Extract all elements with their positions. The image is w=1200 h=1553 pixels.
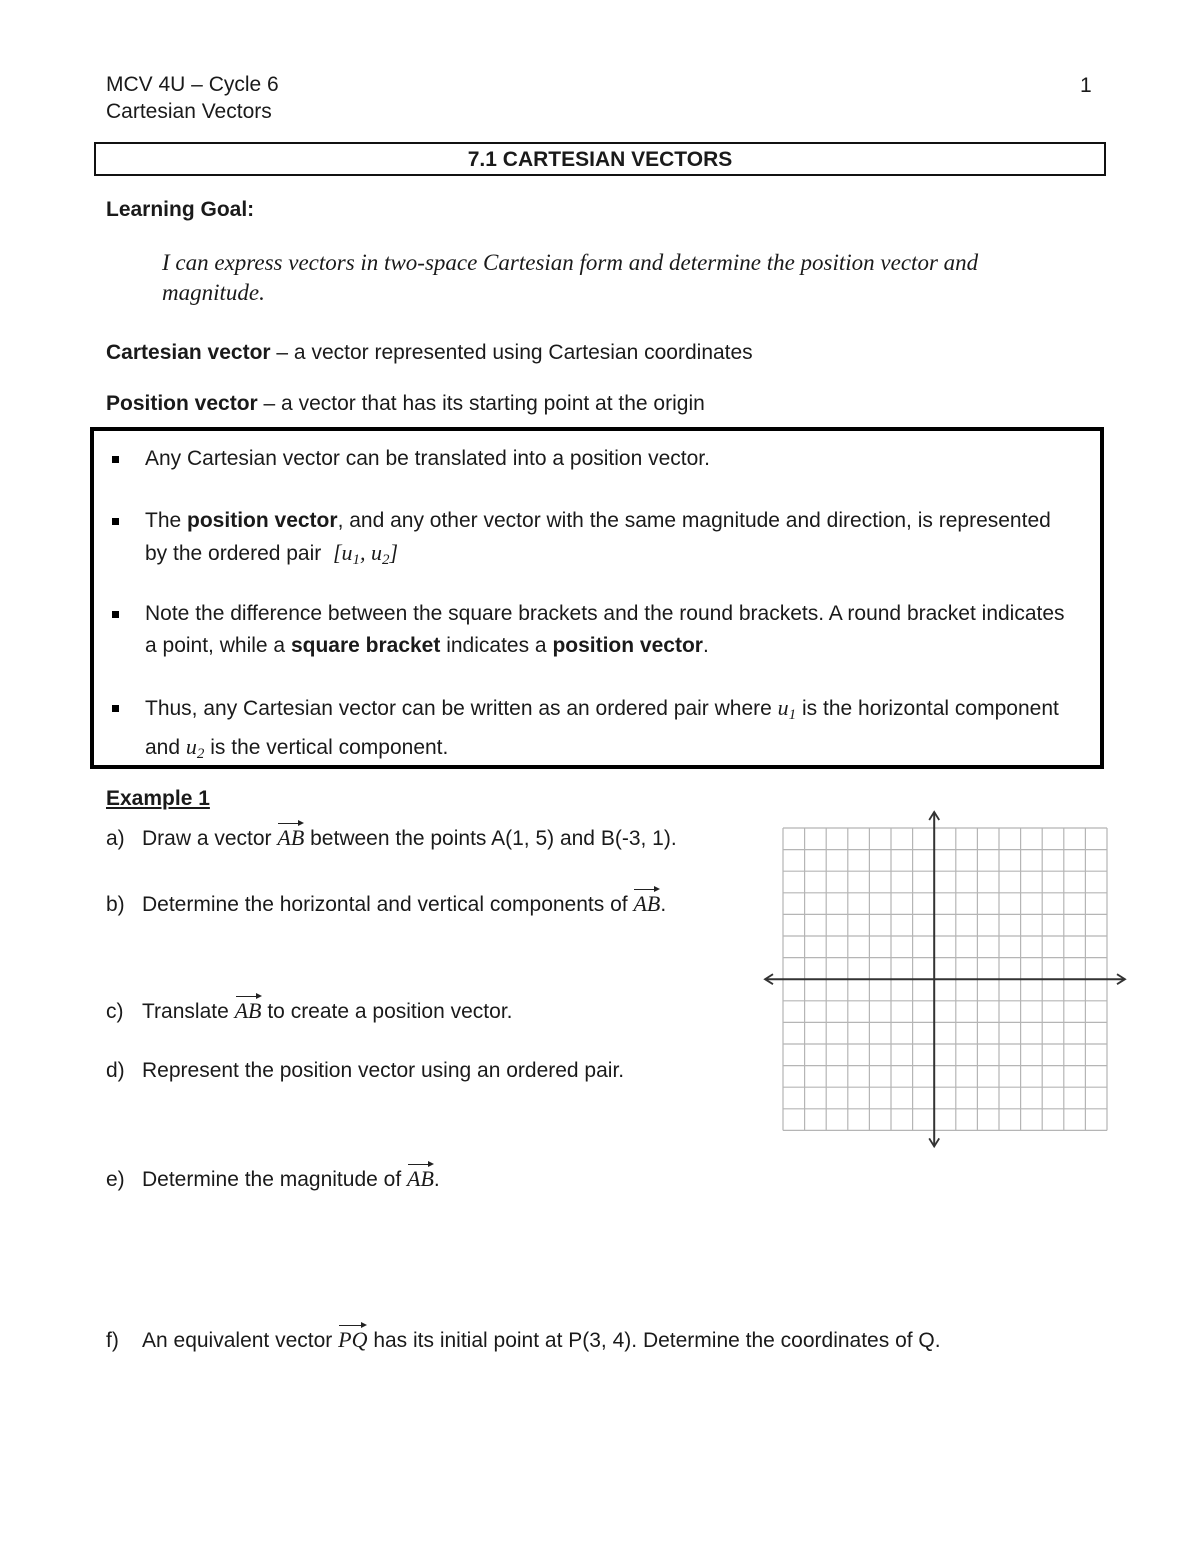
vector-ab: AB	[407, 1166, 434, 1191]
key-point-2	[112, 505, 1072, 576]
key-point-text: Note the difference between the square brackets and the round brackets. A round bracket indicates a point, while a square bracket indicates a position vector.	[145, 602, 1065, 657]
coordinate-grid	[760, 808, 1130, 1158]
key-point-text: Thus, any Cartesian vector can be written as an ordered pair where $u_1$ is the horizontal component and $u_2$ is the vertical component.	[145, 695, 1059, 762]
u1-math: $u_1$	[777, 695, 797, 723]
example-heading: Example 1	[106, 787, 210, 810]
page-number: 1	[1080, 74, 1092, 97]
bullet-marker	[112, 456, 119, 463]
key-point-4	[112, 692, 1072, 770]
definition-text: – a vector that has its starting point at the origin	[257, 392, 705, 415]
key-point-3	[112, 598, 1072, 662]
unit-header: Cartesian Vectors	[106, 100, 272, 123]
bullet-marker	[112, 611, 119, 618]
learning-goal-label: Learning Goal:	[106, 198, 255, 221]
key-point-1	[112, 443, 1072, 475]
definition-cartesian-vector	[106, 341, 753, 365]
bullet-marker	[112, 705, 119, 712]
definition-position-vector	[106, 392, 705, 416]
definition-term: Cartesian vector	[106, 341, 271, 364]
vector-pq: PQ	[338, 1327, 368, 1352]
definition-term: Position vector	[106, 392, 258, 415]
u2-math: $u_2$	[185, 734, 205, 762]
key-point-text: Any Cartesian vector can be translated into a position vector.	[145, 447, 710, 470]
key-points-box	[90, 427, 1104, 769]
bullet-marker	[112, 518, 119, 525]
question-d: d) Represent the position vector using an ordered pair.	[106, 1059, 625, 1082]
definition-text: – a vector represented using Cartesian coordinates	[270, 341, 753, 364]
ordered-pair-math: [$u_1$, $u_2$]	[332, 540, 399, 568]
question-e: e) Determine the magnitude of AB.	[106, 1166, 440, 1191]
course-header: MCV 4U – Cycle 6	[106, 73, 279, 96]
key-point-text: The position vector, and any other vector with the same magnitude and direction, is represented by the ordered pair [$u_1$, $u_2$]	[145, 509, 1051, 568]
question-a: a) Draw a vector AB between the points A(1, 5) and B(-3, 1).	[106, 825, 677, 850]
section-title: 7.1 CARTESIAN VECTORS	[94, 142, 1106, 176]
question-f: f) An equivalent vector PQ has its initial point at P(3, 4). Determine the coordinates of Q.	[106, 1327, 941, 1352]
learning-goal-text: I can express vectors in two-space Cartesian form and determine the position vector and magnitude.	[162, 250, 979, 305]
vector-ab: AB	[277, 825, 305, 850]
vector-ab: AB	[234, 998, 262, 1023]
question-c: c) Translate AB to create a position vector.	[106, 998, 513, 1023]
question-b: b) Determine the horizontal and vertical components of AB.	[106, 891, 667, 916]
vector-ab: AB	[633, 891, 661, 916]
